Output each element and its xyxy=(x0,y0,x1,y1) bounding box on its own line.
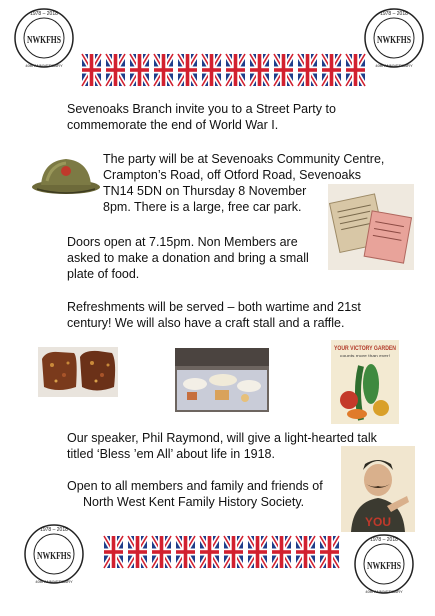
union-jack-flag xyxy=(82,54,101,86)
open-to-paragraph xyxy=(67,478,347,510)
union-jack-flag xyxy=(178,54,197,86)
union-jack-flag xyxy=(130,54,149,86)
union-jack-flag xyxy=(274,54,293,86)
union-jack-bunting-bottom xyxy=(104,536,339,568)
logo-years: 1978 – 2018 xyxy=(370,537,398,543)
logo-anniversary: 40th ANNIVERSARY xyxy=(365,589,403,594)
logo-initials: NWKFHS xyxy=(27,34,61,46)
union-jack-bunting-top xyxy=(82,54,365,86)
logo-years: 1978 – 2018 xyxy=(40,527,68,533)
union-jack-flag xyxy=(250,54,269,86)
speaker-line: titled ‘Bless ’em All’ about life in 1918. xyxy=(67,447,275,461)
poster-subtitle: counts more than ever! xyxy=(340,353,390,358)
refreshments-paragraph xyxy=(67,299,407,331)
refreshments-line: century! We will also have a craft stall and a raffle. xyxy=(67,316,345,330)
victory-garden-poster xyxy=(331,340,399,424)
refreshments-line: Refreshments will be served – both wartime and 21st xyxy=(67,300,361,314)
union-jack-flag xyxy=(248,536,267,568)
poster-title: YOUR VICTORY GARDEN xyxy=(334,346,396,352)
logo-anniversary: 40th ANNIVERSARY xyxy=(35,579,73,584)
logo-years: 1978 – 2018 xyxy=(30,11,58,17)
poster-you-text: YOU xyxy=(364,515,392,529)
logo-initials: NWKFHS xyxy=(37,550,71,562)
speaker-line: Our speaker, Phil Raymond, will give a light-hearted talk xyxy=(67,431,377,445)
logo-years: 1978 – 2018 xyxy=(380,11,408,17)
union-jack-flag xyxy=(224,536,243,568)
open-to-line: North West Kent Family History Society. xyxy=(83,495,305,509)
society-logo-top-right xyxy=(362,6,426,70)
union-jack-flag xyxy=(272,536,291,568)
doors-line: plate of food. xyxy=(67,267,140,281)
venue-line: TN14 5DN on Thursday 8 November xyxy=(103,184,307,198)
union-jack-flag xyxy=(320,536,339,568)
union-jack-flag xyxy=(104,536,123,568)
fruit-cake-image xyxy=(38,347,118,397)
venue-line: 8pm. There is a large, free car park. xyxy=(103,200,302,214)
logo-initials: NWKFHS xyxy=(367,560,401,572)
union-jack-flag xyxy=(106,54,125,86)
logo-anniversary: 40th ANNIVERSARY xyxy=(375,63,413,68)
union-jack-flag xyxy=(154,54,173,86)
union-jack-flag xyxy=(298,54,317,86)
venue-line: The party will be at Sevenoaks Community Centre, xyxy=(103,152,385,166)
union-jack-flag xyxy=(296,536,315,568)
society-logo-bottom-right xyxy=(352,532,416,596)
intro-line: commemorate the end of World War I. xyxy=(67,118,279,132)
union-jack-flag xyxy=(152,536,171,568)
union-jack-flag xyxy=(322,54,341,86)
ration-books-image xyxy=(328,184,414,270)
ww1-helmet-image xyxy=(31,153,101,201)
union-jack-flag xyxy=(176,536,195,568)
venue-line: Crampton’s Road, off Otford Road, Sevenoaks xyxy=(103,168,362,182)
union-jack-flag xyxy=(202,54,221,86)
society-logo-top-left xyxy=(12,6,76,70)
open-to-line: Open to all members and family and friends of xyxy=(67,479,323,493)
doors-paragraph xyxy=(67,234,327,282)
doors-line: Doors open at 7.15pm. Non Members are xyxy=(67,235,298,249)
union-jack-flag xyxy=(128,536,147,568)
union-jack-flag xyxy=(346,54,365,86)
food-table-image xyxy=(175,348,269,412)
society-logo-bottom-left xyxy=(22,522,86,586)
kitchener-poster xyxy=(341,446,415,532)
intro-paragraph xyxy=(67,101,387,133)
logo-initials: NWKFHS xyxy=(377,34,411,46)
doors-line: asked to make a donation and bring a small xyxy=(67,251,309,265)
union-jack-flag xyxy=(226,54,245,86)
logo-anniversary: 40th ANNIVERSARY xyxy=(25,63,63,68)
union-jack-flag xyxy=(200,536,219,568)
intro-line: Sevenoaks Branch invite you to a Street Party to xyxy=(67,102,336,116)
